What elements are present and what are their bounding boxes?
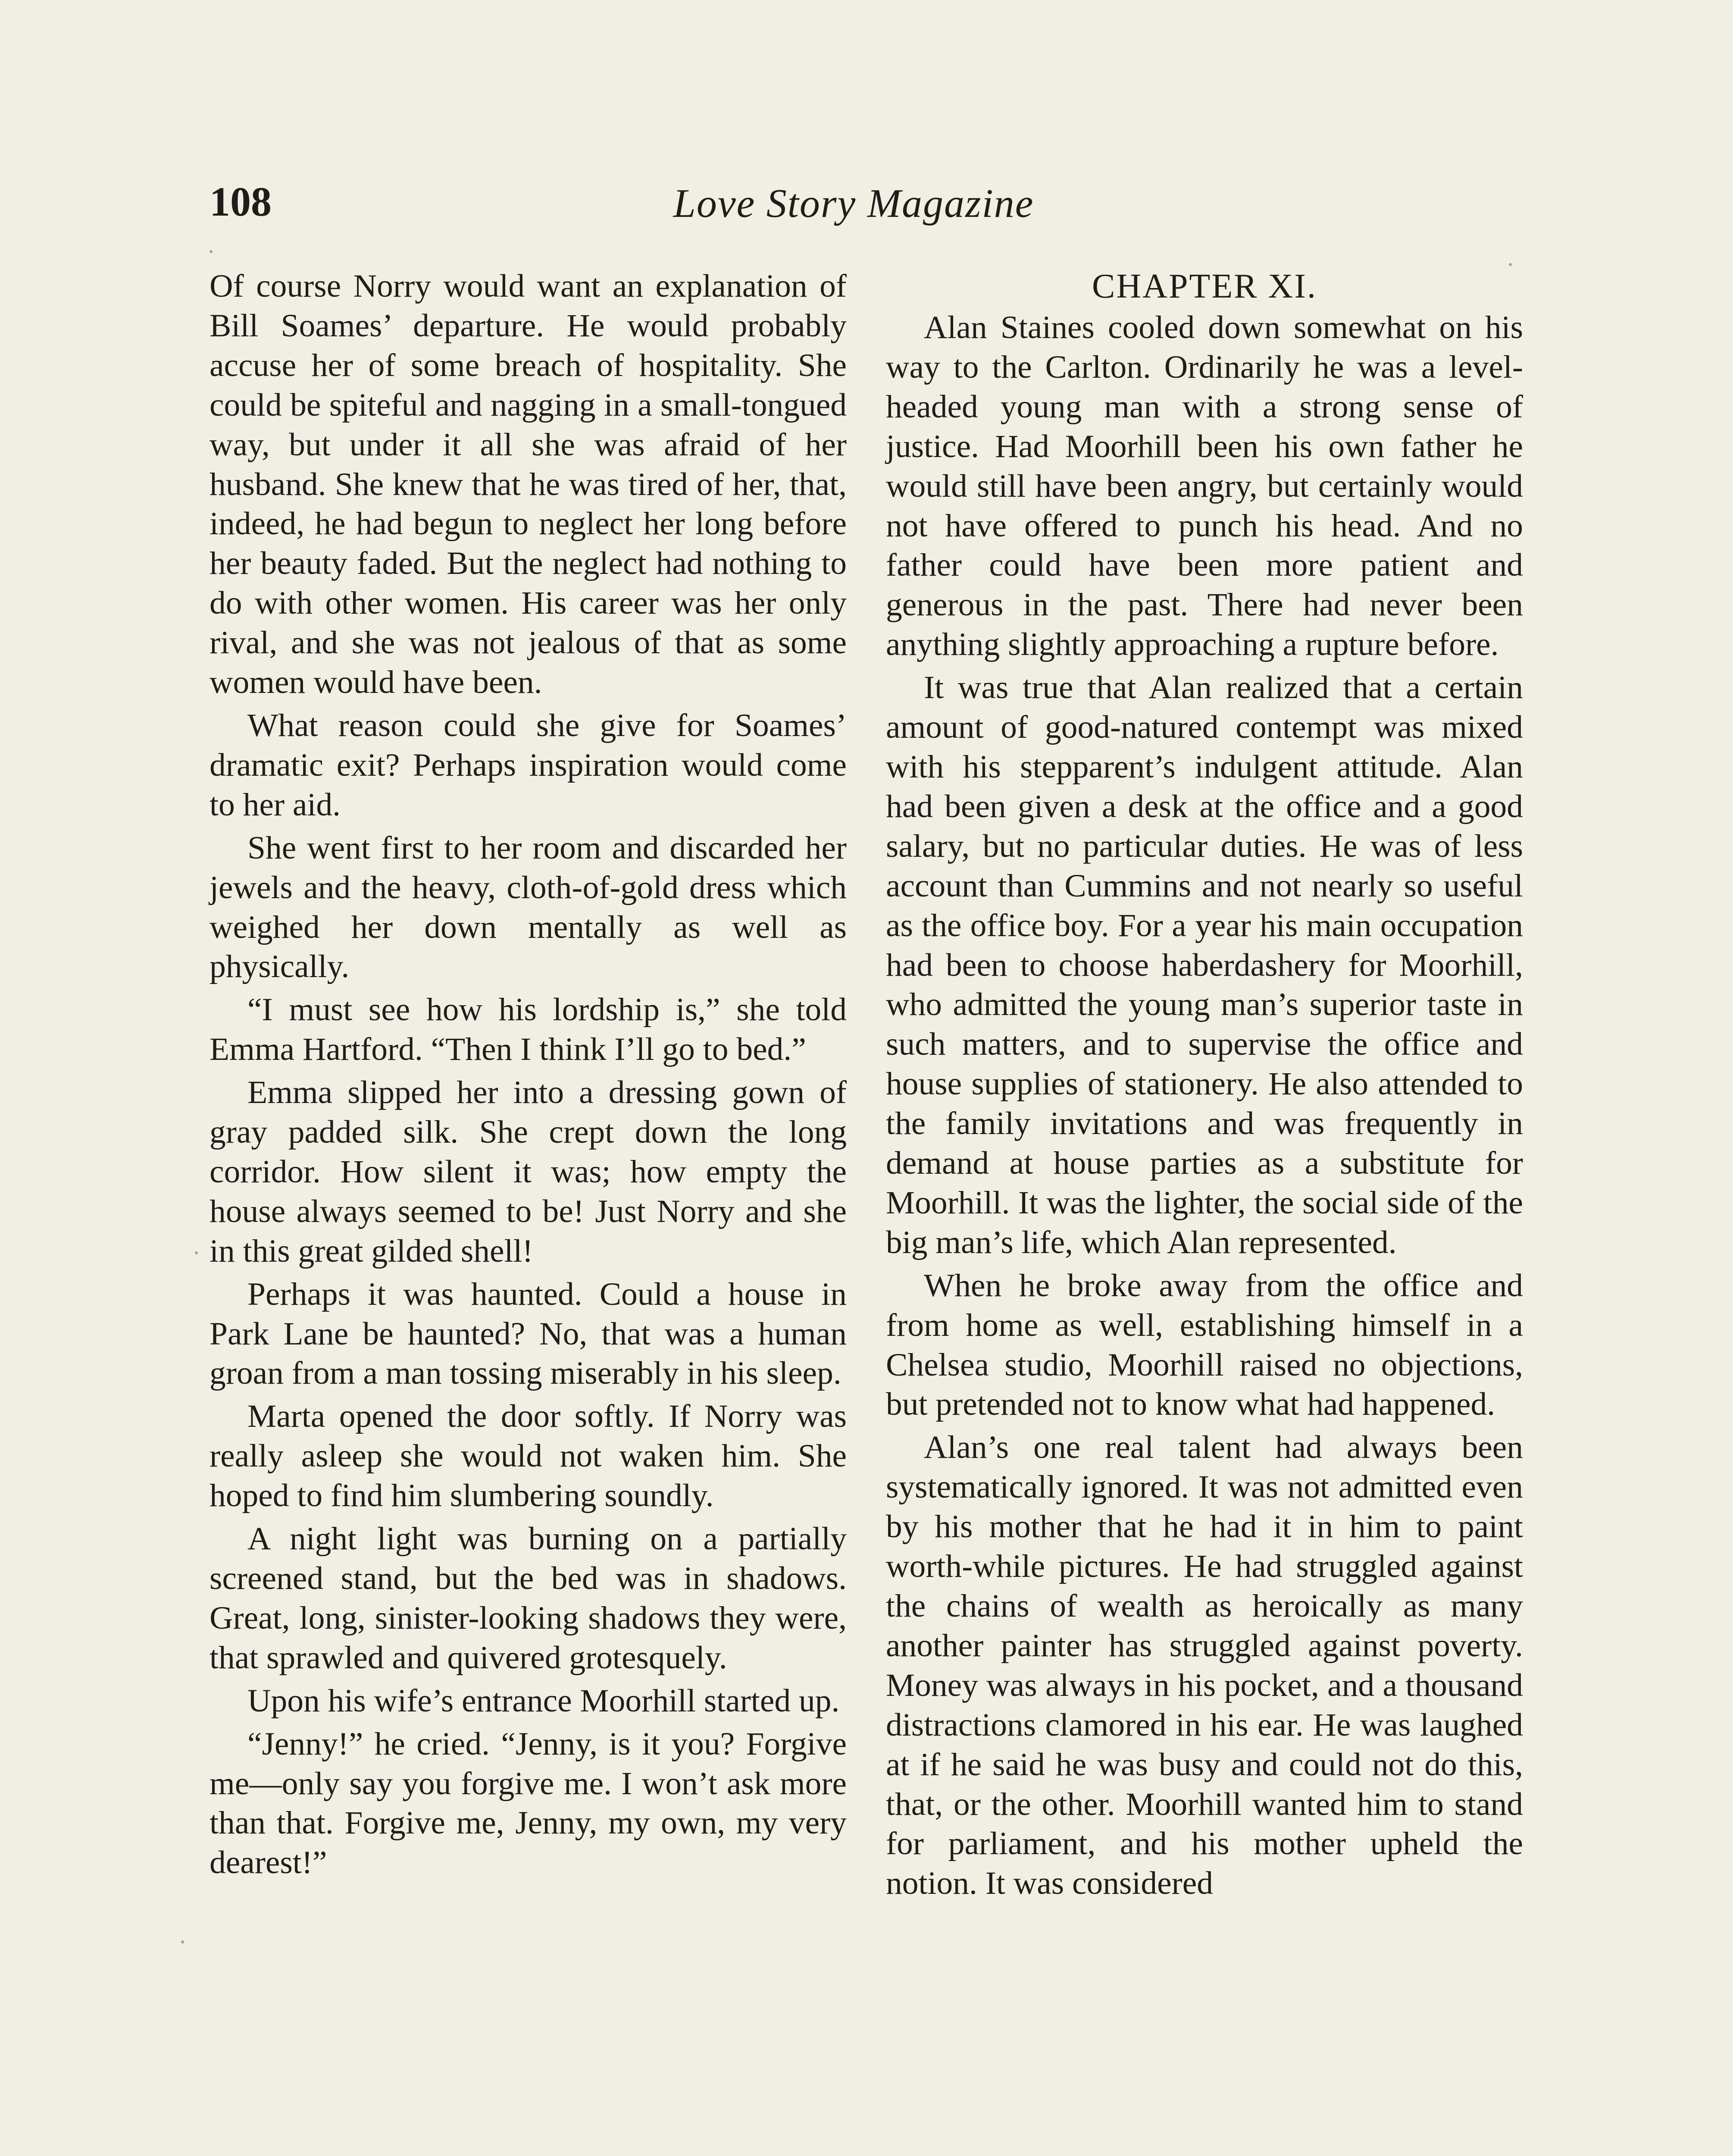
paragraph: “Jenny!” he cried. “Jenny, is it you? Forgive me—only say you forgive me. I won’t ask more than that. Forgive me, Jenny, my own, my very dearest!” — [210, 1726, 847, 1881]
print-speck — [195, 1251, 198, 1254]
print-speck — [181, 1940, 184, 1943]
paragraph: Marta opened the door softly. If Norry was really asleep she would not waken him. She hoped to find him slumbering soundly. — [210, 1398, 847, 1514]
chapter-heading: CHAPTER XI. — [1092, 267, 1317, 305]
paragraph: What reason could she give for Soames’ dramatic exit? Perhaps inspiration would come to her aid. — [210, 707, 847, 823]
page-number: 108 — [210, 179, 272, 225]
running-title: Love Story Magazine — [673, 181, 1034, 226]
paragraph: “I must see how his lordship is,” she told Emma Hartford. “Then I think I’ll go to bed.” — [210, 992, 847, 1068]
left-column — [210, 266, 847, 1886]
paragraph: Upon his wife’s entrance Moorhill started up. — [247, 1683, 840, 1719]
paragraph: Emma slipped her into a dressing gown of gray padded silk. She crept down the long corridor. How silent it was; how empty the house always seemed to be! Just Norry and she in this great gilded shell! — [210, 1075, 847, 1269]
print-speck — [1509, 263, 1512, 266]
paragraph: She went first to her room and discarded her jewels and the heavy, cloth-of-gold dress which weighed her down mentally as well as physically. — [210, 830, 847, 985]
paragraph: It was true that Alan realized that a certain amount of good-natured contempt was mixed with his stepparent’s indulgent attitude. Alan had been given a desk at the office and a good salary, but no particular duties. He was of less account than Cummins and not nearly so useful as the office boy. For a year his main occupation had been to choose haberdashery for Moorhill, who admitted the young man’s superior taste in such matters, and to supervise the office and house supplies of stationery. He also attended to the family invitations and was frequently in demand at house parties as a substitute for Moorhill. It was the lighter, the social side of the big man’s life, which Alan represented. — [886, 670, 1523, 1260]
paragraph: Of course Norry would want an explanation of Bill Soames’ departure. He would probably accuse her of some breach of hospitality. She could be spiteful and nagging in a small-tongued way, but under it all she was afraid of her husband. She knew that he was tired of her, that, indeed, he had begun to neglect her long before her beauty faded. But the neglect had nothing to do with other women. His career was her only rival, and she was not jealous of that as some women would have been. — [210, 268, 847, 701]
paragraph: When he broke away from the office and from home as well, establishing himself in a Chelsea studio, Moorhill raised no objections, but pretended not to know what had happened. — [886, 1267, 1523, 1423]
paragraph: Alan Staines cooled down somewhat on his way to the Carlton. Ordinarily he was a level-headed young man with a strong sense of justice. Had Moorhill been his own father he would still have been angry, but certainly would not have offered to punch his head. And no father could have been more patient and generous in the past. There had never been anything slightly approaching a rupture before. — [886, 310, 1523, 663]
paragraph: A night light was burning on a partially screened stand, but the bed was in shadows. Great, long, sinister-looking shadows they were, that sprawled and quivered grotesquely. — [210, 1521, 847, 1676]
right-column — [886, 266, 1523, 1907]
paragraph: Alan’s one real talent had always been systematically ignored. It was not admitted even by his mother that he had it in him to paint worth-while pictures. He had struggled against the chains of wealth as heroically as many another painter has struggled against poverty. Money was always in his pocket, and a thousand distractions clamored in his ear. He was laughed at if he said he was busy and could not do this, that, or the other. Moorhill wanted him to stand for parliament, and his mother upheld the notion. It was considered — [886, 1429, 1523, 1902]
paragraph: Perhaps it was haunted. Could a house in Park Lane be haunted? No, that was a human groan from a man tossing miserably in his sleep. — [210, 1276, 847, 1391]
print-speck — [210, 250, 213, 253]
